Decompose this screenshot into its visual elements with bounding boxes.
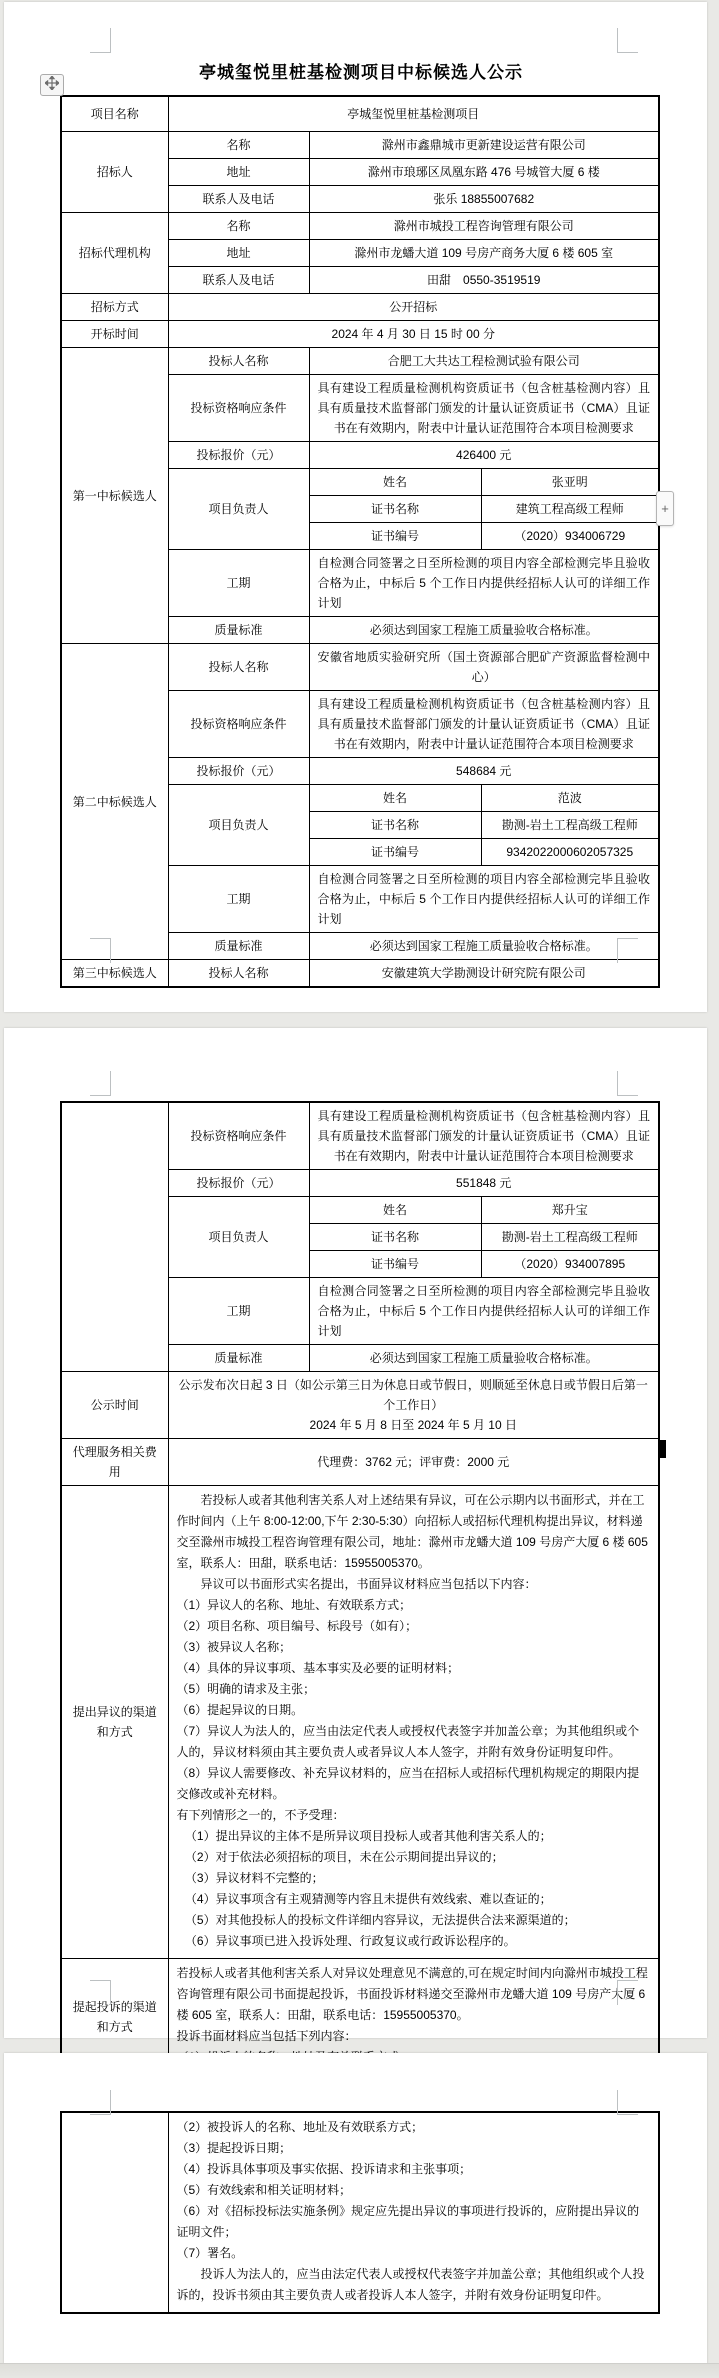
page-1 bbox=[4, 2, 707, 1012]
candidate1-quality: 必须达到国家工程施工质量验收合格标准。 bbox=[309, 617, 659, 644]
table-row bbox=[61, 644, 659, 691]
qualification-label: 投标资格响应条件 bbox=[168, 1102, 309, 1170]
paragraph: （7）异议人为法人的，应当由法定代表人或授权代表签字并加盖公章；为其他组织或个人的，异议材料须由其主要负责人或者异议人本人签字，并附有效身份证明复印件。 bbox=[176, 1724, 640, 1759]
tenderee-contact: 张乐 18855007682 bbox=[309, 186, 659, 213]
page-3 bbox=[4, 2053, 707, 2364]
address-label: 地址 bbox=[168, 159, 309, 186]
objection-channel-label: 提出异议的渠道和方式 bbox=[61, 1486, 168, 1959]
person-name-label: 姓名 bbox=[309, 1197, 481, 1224]
manager-label: 项目负责人 bbox=[168, 785, 309, 866]
table-row bbox=[61, 960, 659, 988]
table-move-handle[interactable] bbox=[40, 74, 64, 96]
quality-label: 质量标准 bbox=[168, 617, 309, 644]
paragraph: （1）异议人的名称、地址、有效联系方式； bbox=[176, 1598, 412, 1612]
table-row bbox=[61, 96, 659, 132]
margin-mark bbox=[90, 28, 111, 53]
paragraph: （3）异议材料不完整的； bbox=[184, 1871, 324, 1885]
table-row bbox=[61, 321, 659, 348]
paragraph: （3）提起投诉日期； bbox=[176, 2141, 292, 2155]
paragraph: （4）具体的异议事项、基本事实及必要的证明材料； bbox=[176, 1661, 460, 1675]
table-row bbox=[61, 213, 659, 240]
bidder-name-label: 投标人名称 bbox=[168, 644, 309, 691]
price-label: 投标报价（元） bbox=[168, 1170, 309, 1197]
project-name-label: 项目名称 bbox=[61, 96, 168, 132]
paragraph: 若投标人或者其他利害关系人对异议处理意见不满意的,可在规定时间内向滁州市城投工程咨询管理有限公司书面提起投诉，书面投诉材料递交至滁州市龙蟠大道 109 号房产大厦 6 楼 605 室，联系人：田甜，联系电话：15955005370。 bbox=[176, 1966, 648, 2022]
bidder-name-label: 投标人名称 bbox=[168, 960, 309, 988]
paragraph: 投诉人为法人的，应当由法定代表人或授权代表签字并加盖公章；其他组织或个人投诉的，投诉书须由其主要负责人或者投诉人本人签字，并附有效身份证明复印件。 bbox=[176, 2267, 645, 2302]
paragraph: （5）有效线索和相关证明材料； bbox=[176, 2183, 352, 2197]
cert-no-label: 证书编号 bbox=[309, 839, 481, 866]
quality-label: 质量标准 bbox=[168, 933, 309, 960]
method-label: 招标方式 bbox=[61, 294, 168, 321]
paragraph: （4）异议事项含有主观猜测等内容且未提供有效线索、难以查证的； bbox=[184, 1892, 552, 1906]
contact-label: 联系人及电话 bbox=[168, 186, 309, 213]
table-row bbox=[61, 348, 659, 375]
agency-fee-value: 代理费：3762 元；评审费：2000 元 bbox=[168, 1439, 659, 1486]
table-row bbox=[61, 2112, 659, 2313]
paragraph: 异议可以书面形式实名提出，书面异议材料应当包括以下内容： bbox=[200, 1577, 537, 1591]
bid-info-table-continued bbox=[60, 1101, 660, 2076]
table-row bbox=[61, 1486, 659, 1959]
paragraph: （7）署名。 bbox=[176, 2246, 244, 2260]
margin-mark bbox=[617, 1071, 638, 1096]
text-cursor bbox=[659, 1440, 666, 1458]
page-2 bbox=[4, 1028, 707, 2043]
quality-label: 质量标准 bbox=[168, 1345, 309, 1372]
cert-no-label: 证书编号 bbox=[309, 1251, 481, 1278]
paragraph: （5）对其他投标人的投标文件详细内容异议，无法提供合法来源渠道的； bbox=[184, 1913, 576, 1927]
candidate3-quality: 必须达到国家工程施工质量验收合格标准。 bbox=[309, 1345, 659, 1372]
candidate3-section-empty bbox=[61, 1102, 168, 1372]
paragraph: （2）被投诉人的名称、地址及有效联系方式； bbox=[176, 2120, 424, 2134]
margin-mark bbox=[617, 2090, 638, 2115]
publicity-dates: 2024 年 5 月 8 日至 2024 年 5 月 10 日 bbox=[309, 1418, 517, 1432]
candidate1-cert-no: （2020）934006729 bbox=[481, 523, 659, 550]
candidate3-cert-name: 勘测-岩土工程高级工程师 bbox=[481, 1224, 659, 1251]
paragraph: （6）异议事项已进入投诉处理、行政复议或行政诉讼程序的。 bbox=[184, 1934, 516, 1948]
insert-row-button[interactable] bbox=[656, 491, 674, 526]
margin-mark bbox=[90, 1980, 111, 2005]
qualification-label: 投标资格响应条件 bbox=[168, 691, 309, 758]
candidate2-price: 548684 元 bbox=[309, 758, 659, 785]
candidate1-duration: 自检测合同签署之日至所检测的项目内容全部检测完毕且验收合格为止，中标后 5 个工作日内提供经招标人认可的详细工作计划 bbox=[309, 550, 659, 617]
manager-label: 项目负责人 bbox=[168, 1197, 309, 1278]
four-way-move-icon bbox=[45, 76, 59, 95]
cert-no-label: 证书编号 bbox=[309, 523, 481, 550]
qualification-label: 投标资格响应条件 bbox=[168, 375, 309, 442]
paragraph: （2）项目名称、项目编号、标段号（如有）； bbox=[176, 1619, 418, 1633]
candidate1-price: 426400 元 bbox=[309, 442, 659, 469]
table-row bbox=[61, 1439, 659, 1486]
candidate2-section-label: 第二中标候选人 bbox=[61, 644, 168, 960]
name-label: 名称 bbox=[168, 213, 309, 240]
candidate2-person: 范波 bbox=[481, 785, 659, 812]
address-label: 地址 bbox=[168, 240, 309, 267]
publicity-time-label: 公示时间 bbox=[61, 1372, 168, 1439]
paragraph: （6）提起异议的日期。 bbox=[176, 1703, 304, 1717]
plus-icon: + bbox=[661, 501, 669, 516]
candidate3-duration: 自检测合同签署之日至所检测的项目内容全部检测完毕且验收合格为止，中标后 5 个工作日内提供经招标人认可的详细工作计划 bbox=[309, 1278, 659, 1345]
margin-mark bbox=[617, 28, 638, 53]
bid-info-table bbox=[60, 95, 660, 988]
candidate3-bidder: 安徽建筑大学勘测设计研究院有限公司 bbox=[309, 960, 659, 988]
method-value: 公开招标 bbox=[168, 294, 659, 321]
margin-mark bbox=[90, 938, 111, 963]
agency-fee-label: 代理服务相关费用 bbox=[61, 1439, 168, 1486]
table-row bbox=[61, 132, 659, 159]
table-row bbox=[61, 294, 659, 321]
document-title: 亭城玺悦里桩基检测项目中标候选人公示 bbox=[199, 63, 523, 82]
publicity-time-value bbox=[168, 1372, 659, 1439]
candidate2-qualification: 具有建设工程质量检测机构资质证书（包含桩基检测内容）且具有质量技术监督部门颁发的计量认证资质证书（CMA）且证书在有效期内，附表中计量认证范围符合本项目检测要求 bbox=[309, 691, 659, 758]
candidate3-cert-no: （2020）934007895 bbox=[481, 1251, 659, 1278]
candidate2-cert-no: 9342022000602057325 bbox=[481, 839, 659, 866]
complaint-channel-label: 提起投诉的渠道和方式 bbox=[61, 1959, 168, 2076]
tenderee-name: 滁州市鑫鼎城市更新建设运营有限公司 bbox=[309, 132, 659, 159]
paragraph: （4）投诉具体事项及事实依据、投诉请求和主张事项； bbox=[176, 2162, 472, 2176]
person-name-label: 姓名 bbox=[309, 785, 481, 812]
table-row bbox=[61, 1372, 659, 1439]
tenderee-address: 滁州市琅琊区凤凰东路 476 号城管大厦 6 楼 bbox=[309, 159, 659, 186]
agency-label: 招标代理机构 bbox=[61, 213, 168, 294]
price-label: 投标报价（元） bbox=[168, 442, 309, 469]
agency-address: 滁州市龙蟠大道 109 号房产商务大厦 6 楼 605 室 bbox=[309, 240, 659, 267]
candidate1-person: 张亚明 bbox=[481, 469, 659, 496]
cert-name-label: 证书名称 bbox=[309, 812, 481, 839]
price-label: 投标报价（元） bbox=[168, 758, 309, 785]
candidate3-price: 551848 元 bbox=[309, 1170, 659, 1197]
paragraph: （8）异议人需要修改、补充异议材料的，应当在招标人或招标代理机构规定的期限内提交修改或补充材料。 bbox=[176, 1766, 640, 1801]
margin-mark bbox=[90, 2090, 111, 2115]
paragraph: （5）明确的请求及主张； bbox=[176, 1682, 316, 1696]
complaint-channel-label-empty bbox=[61, 2112, 168, 2313]
cert-name-label: 证书名称 bbox=[309, 496, 481, 523]
margin-mark bbox=[617, 938, 638, 963]
contact-label: 联系人及电话 bbox=[168, 267, 309, 294]
candidate1-section-label: 第一中标候选人 bbox=[61, 348, 168, 644]
table-row bbox=[61, 1102, 659, 1170]
manager-label: 项目负责人 bbox=[168, 469, 309, 550]
candidate2-quality: 必须达到国家工程施工质量验收合格标准。 bbox=[309, 933, 659, 960]
bid-info-table-continued-2 bbox=[60, 2111, 660, 2314]
person-name-label: 姓名 bbox=[309, 469, 481, 496]
duration-label: 工期 bbox=[168, 866, 309, 933]
margin-mark bbox=[90, 1071, 111, 1096]
paragraph: 有下列情形之一的，不予受理： bbox=[176, 1808, 345, 1822]
paragraph: 若投标人或者其他利害关系人对上述结果有异议，可在公示期内以书面形式，并在工作时间内（上午 8:00-12:00,下午 2:30-5:30）向招标人或招标代理机构提出异议，材料递交至滁州市城投工程咨询管理有限公司，地址：滁州市龙蟠大道 109 号房产大厦 6 楼 605 室，联系人：田甜，联系电话：15955005370。 bbox=[176, 1493, 648, 1570]
candidate3-qualification: 具有建设工程质量检测机构资质证书（包含桩基检测内容）且具有质量技术监督部门颁发的计量认证资质证书（CMA）且证书在有效期内，附表中计量认证范围符合本项目检测要求 bbox=[309, 1102, 659, 1170]
candidate1-qualification: 具有建设工程质量检测机构资质证书（包含桩基检测内容）且具有质量技术监督部门颁发的计量认证资质证书（CMA）且证书在有效期内，附表中计量认证范围符合本项目检测要求 bbox=[309, 375, 659, 442]
objection-channel-content bbox=[168, 1486, 659, 1959]
name-label: 名称 bbox=[168, 132, 309, 159]
cert-name-label: 证书名称 bbox=[309, 1224, 481, 1251]
tenderee-label: 招标人 bbox=[61, 132, 168, 213]
candidate1-bidder: 合肥工大共达工程检测试验有限公司 bbox=[309, 348, 659, 375]
candidate3-person: 郑升宝 bbox=[481, 1197, 659, 1224]
open-time-label: 开标时间 bbox=[61, 321, 168, 348]
window-bottom-edge bbox=[0, 2363, 719, 2378]
duration-label: 工期 bbox=[168, 1278, 309, 1345]
paragraph: （1）提出异议的主体不是所异议项目投标人或者其他利害关系人的； bbox=[184, 1829, 552, 1843]
duration-label: 工期 bbox=[168, 550, 309, 617]
agency-name: 滁州市城投工程咨询管理有限公司 bbox=[309, 213, 659, 240]
paragraph: （3）被异议人名称； bbox=[176, 1640, 292, 1654]
project-name-value: 亭城玺悦里桩基检测项目 bbox=[168, 96, 659, 132]
paragraph: （2）对于依法必须招标的项目，未在公示期间提出异议的； bbox=[184, 1850, 504, 1864]
candidate2-cert-name: 勘测-岩土工程高级工程师 bbox=[481, 812, 659, 839]
candidate1-cert-name: 建筑工程高级工程师 bbox=[481, 496, 659, 523]
open-time-value: 2024 年 4 月 30 日 15 时 00 分 bbox=[168, 321, 659, 348]
paragraph: （6）对《招标投标法实施条例》规定应先提出异议的事项进行投诉的，应附提出异议的证明文件； bbox=[176, 2204, 640, 2239]
candidate2-duration: 自检测合同签署之日至所检测的项目内容全部检测完毕且验收合格为止，中标后 5 个工作日内提供经招标人认可的详细工作计划 bbox=[309, 866, 659, 933]
paragraph: 投诉书面材料应当包括下列内容： bbox=[176, 2029, 357, 2043]
bidder-name-label: 投标人名称 bbox=[168, 348, 309, 375]
complaint-channel-content-continued bbox=[168, 2112, 659, 2313]
publicity-period: 公示发布次日起 3 日（如公示第三日为休息日或节假日，则顺延至休息日或节假日后第一个工作日） bbox=[178, 1378, 648, 1412]
margin-mark bbox=[617, 1980, 638, 2005]
candidate3-section-label: 第三中标候选人 bbox=[61, 960, 168, 988]
agency-contact: 田甜 0550-3519519 bbox=[309, 267, 659, 294]
candidate2-bidder: 安徽省地质实验研究所（国土资源部合肥矿产资源监督检测中心） bbox=[309, 644, 659, 691]
